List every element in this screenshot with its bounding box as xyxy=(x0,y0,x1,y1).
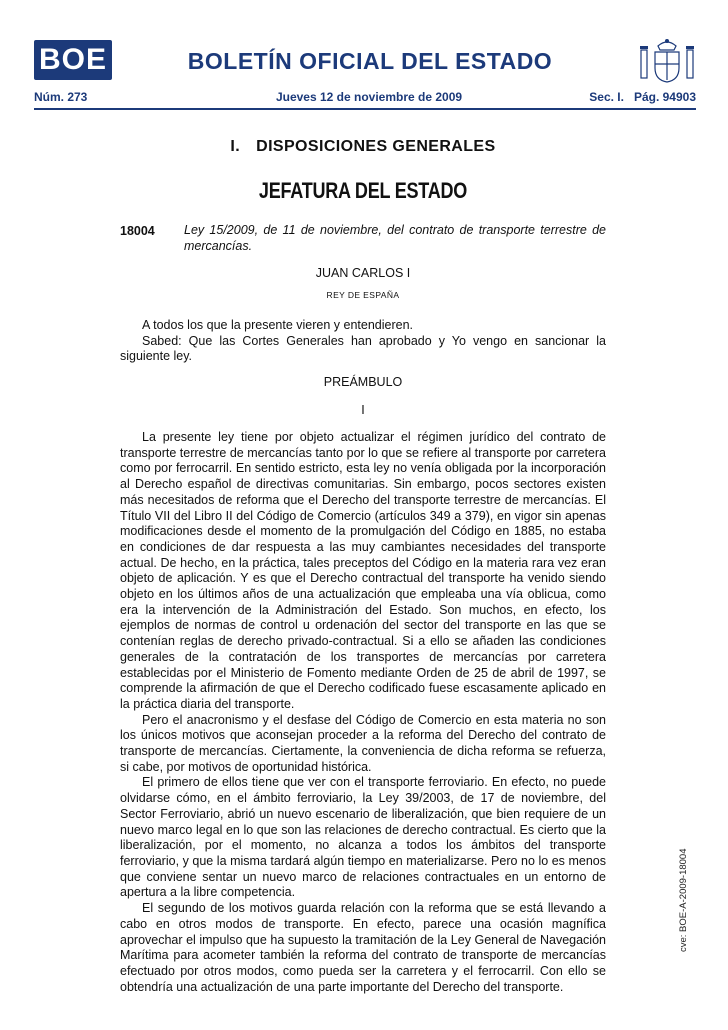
header-divider xyxy=(34,108,696,110)
intro-line: A todos los que la presente vieren y entendieren. xyxy=(142,318,414,332)
intro-line: Sabed: Que las Cortes Generales han aprobado y Yo vengo en sancionar la siguiente ley. xyxy=(120,333,606,364)
section-page: Sec. I. Pág. 94903 xyxy=(589,90,696,104)
section-title: DISPOSICIONES GENERALES xyxy=(256,138,496,155)
paragraph: La presente ley tiene por objeto actualizar el régimen jurídico del contrato de transporte terrestre de mercancías tanto por lo que se refiere al transporte por carretera como por ferrocarril. En sentido estricto, esta ley no venía obligada por la incorporación al Derecho español de directivas comunitarias. Sin embargo, pocos sectores existen más necesitados de reforma que el Derecho del transporte terrestre de mercancías. El Título VII del Libro II del Código de Comercio (artículos 349 a 379), en vigor sin apenas modificaciones desde el momento de la promulgación del Código en 1885, no estaba en condiciones de dar respuesta a las muy cambiantes necesidades del transporte actual. De hecho, en la práctica, tales preceptos del Código en la materia rara vez eran objeto de aplicación. Y es que el Derecho contractual del transporte ha venido siendo objeto en los últimos años de una actualización que empleaba una vía oblicua, como era la intervención de la Administración del Estado. Son muchos, en efecto, los ejemplos de normas de control u ordenación del sector del transporte en las que se contenían reglas de derecho privado-contractual. Si a ello se añaden las condiciones generales de la contratación de los transportes de mercancías por carretera establecidas por el Ministerio de Fomento mediante Orden de 25 de abril de 1997, se comprende la afirmación de que el Derecho codificado fuese escasamente aplicado en la práctica diaria del transporte. xyxy=(120,430,606,711)
organization-title: JEFATURA DEL ESTADO xyxy=(258,178,468,203)
law-number: 18004 xyxy=(120,224,155,238)
page-title: BOLETÍN OFICIAL DEL ESTADO xyxy=(187,48,553,74)
preamble-body xyxy=(120,430,606,995)
cve-identifier: cve: BOE-A-2009-18004 xyxy=(678,848,689,952)
paragraph: El segundo de los motivos guarda relación con la reforma que se está llevando a cabo en otros modos de transporte. En efecto, parece una ocasión magnífica aprovechar el impulso que ha supuesto la tramitación de la Ley General de Navegación Marítima para acometer también la reforma del contrato de transporte de mercancías efectuado por otros modos, como pueda ser la carretera y el ferrocarril. Con ello se obtendría una actualización de una parte importante del Derecho del transporte. xyxy=(120,901,606,994)
boe-logo: BOE xyxy=(34,40,112,80)
paragraph: El primero de ellos tiene que ver con el transporte ferroviario. En efecto, no puede olvidarse cómo, en el ámbito ferroviario, la Ley 39/2003, de 17 de noviembre, del Sector Ferroviario, abrió un nuevo escenario de liberalización, que bien requiere de un nuevo marco legal en lo que son las relaciones de derecho contractual. Es cierto que la liberalización, por el momento, no alcanza a todos los ámbitos del transporte ferroviario, y que la misma tardará algún tiempo en materializarse. Pero no lo es menos que conviene sentar un nuevo marco de relaciones contractuales en un entorno de apertura a la libre competencia. xyxy=(120,775,606,900)
issue-date: Jueves 12 de noviembre de 2009 xyxy=(275,90,463,104)
page-header xyxy=(0,0,728,112)
spain-coat-of-arms-icon xyxy=(638,38,696,84)
law-title: Ley 15/2009, de 11 de noviembre, del contrato de transporte terrestre de mercancías. xyxy=(184,223,606,253)
king-name: JUAN CARLOS I xyxy=(315,266,411,280)
issue-meta-row xyxy=(34,90,696,108)
paragraph: Pero el anacronismo y el desfase del Código de Comercio en esta materia no son los únicos motivos que aconsejan proceder a la reforma del Derecho del contrato de transporte de mercancías. Ciertamente, la conveniencia de dicha reforma se refuerza, si cabe, por motivos de oportunidad histórica. xyxy=(120,712,606,774)
preamble-part: I xyxy=(361,403,365,417)
preamble-heading: PREÁMBULO xyxy=(323,375,403,389)
king-title: REY DE ESPAÑA xyxy=(326,290,400,300)
issue-number: Núm. 273 xyxy=(34,90,88,104)
section-heading xyxy=(120,138,606,156)
section-roman: I. xyxy=(230,138,241,155)
intro-block xyxy=(120,318,606,365)
law-reference xyxy=(120,222,606,254)
